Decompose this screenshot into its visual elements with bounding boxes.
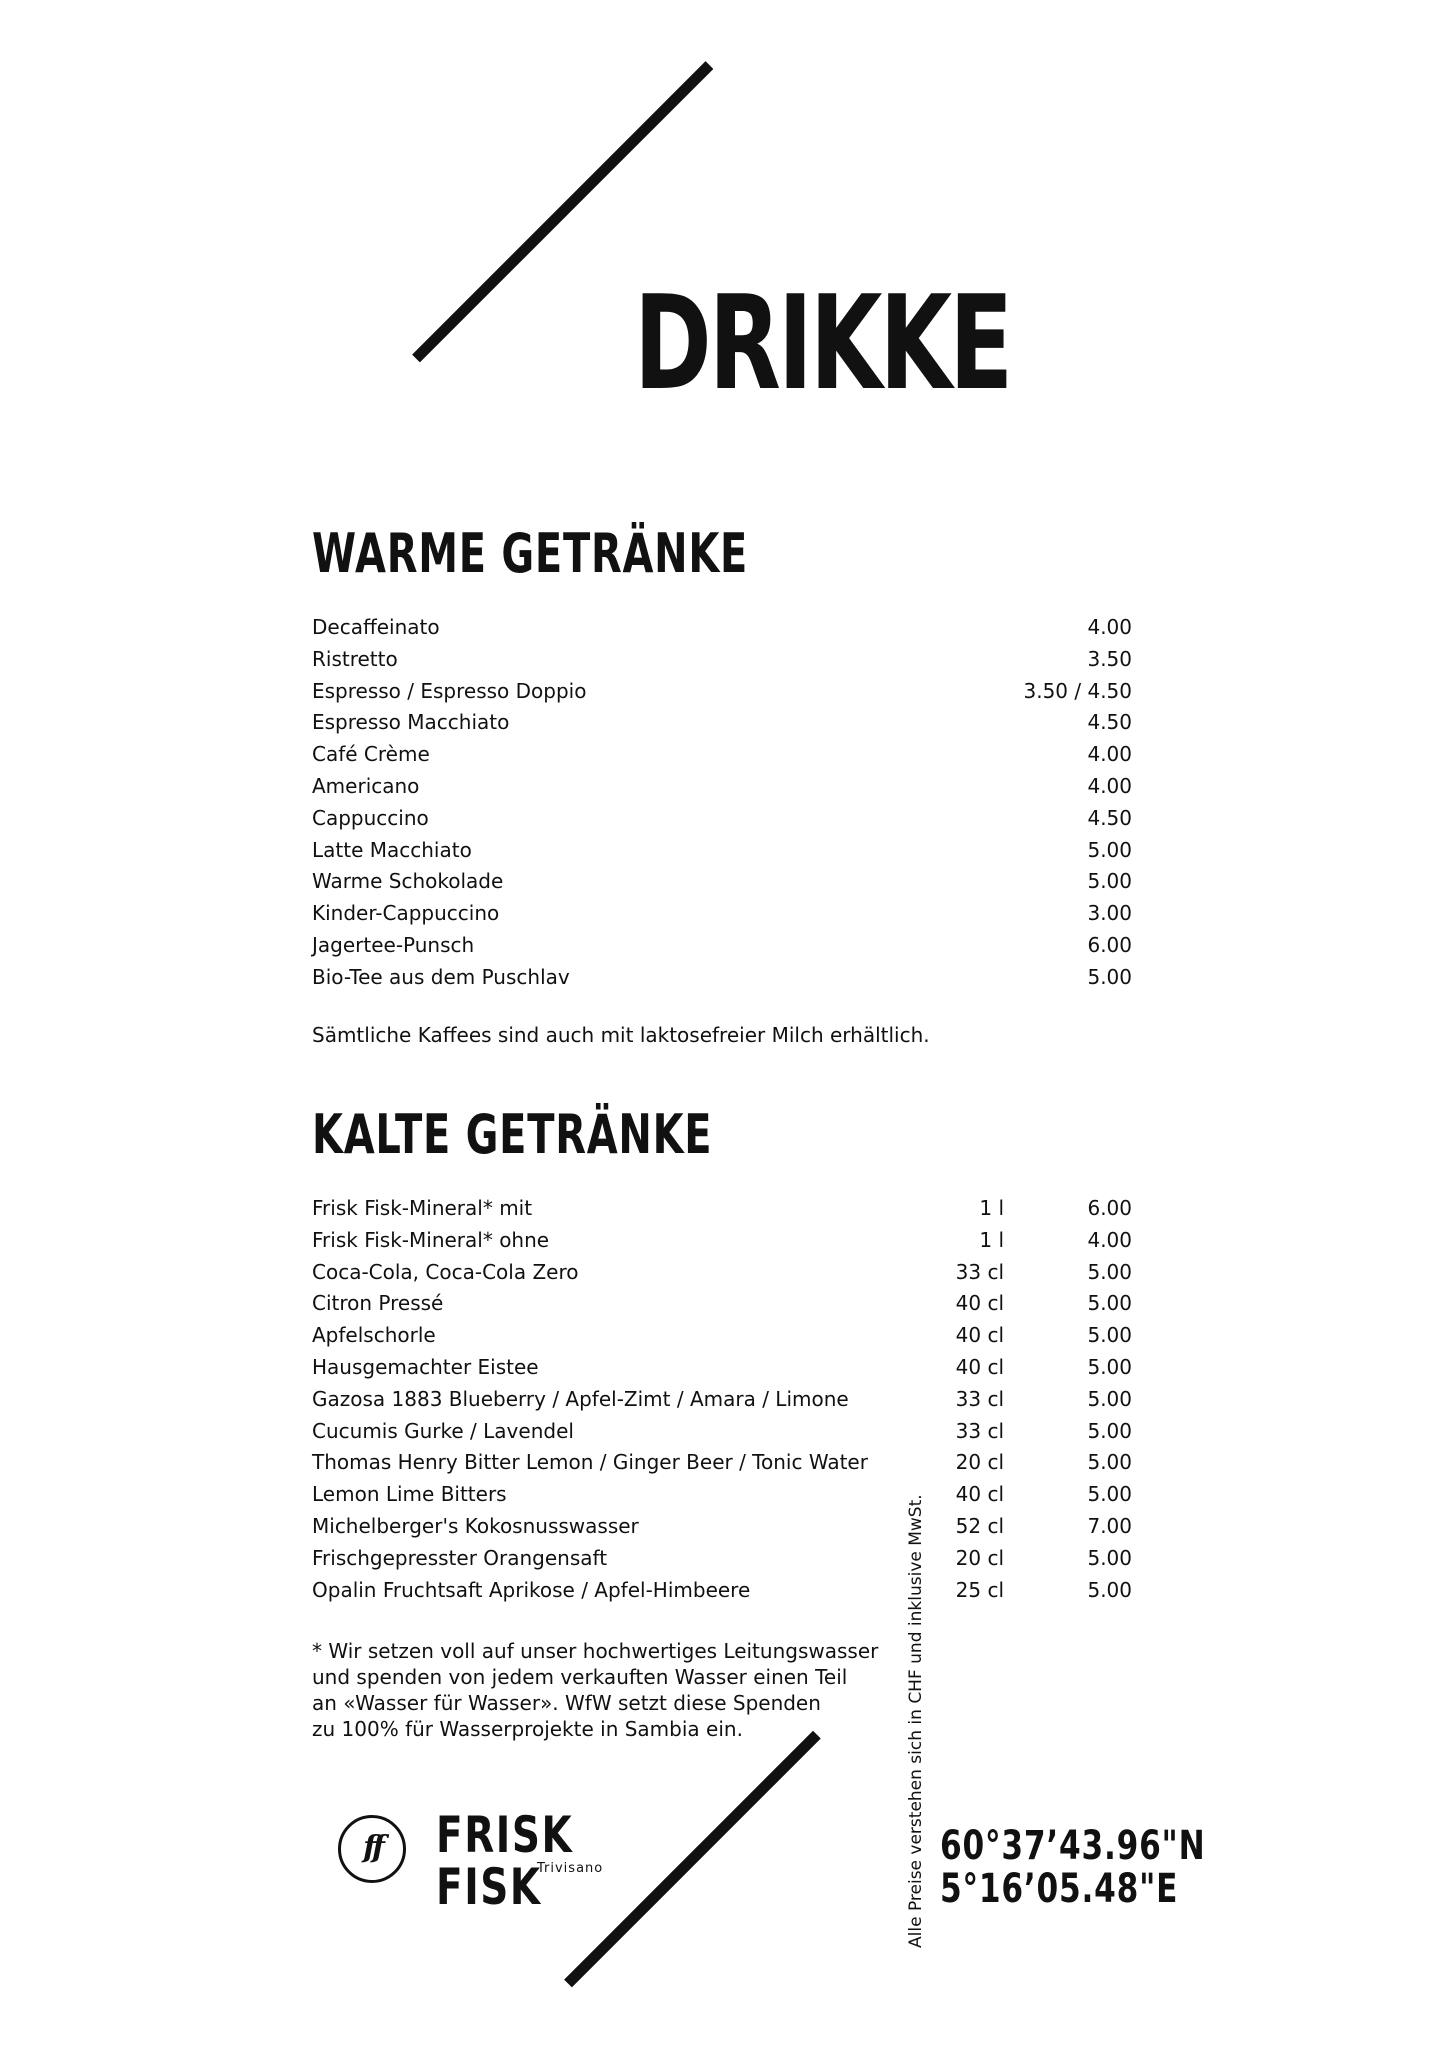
menu-item-price: 7.00 xyxy=(1087,1513,1132,1538)
menu-item-name: Thomas Henry Bitter Lemon / Ginger Beer / Tonic Water xyxy=(312,1450,868,1475)
menu-item-name: Latte Macchiato xyxy=(312,837,472,862)
menu-item xyxy=(312,1320,1132,1352)
menu-item-volume: 40 cl xyxy=(955,1354,1004,1379)
menu-item-volume: 1 l xyxy=(979,1196,1004,1220)
menu-item-volume: 40 cl xyxy=(955,1323,1004,1348)
menu-item xyxy=(312,930,1132,962)
menu-item-price: 6.00 xyxy=(1087,1196,1132,1220)
menu-item-name: Cucumis Gurke / Lavendel xyxy=(312,1418,574,1443)
menu-item xyxy=(312,1479,1132,1511)
menu-item-price: 5.00 xyxy=(1087,1482,1132,1507)
menu-item xyxy=(312,1416,1132,1448)
menu-item-name: Bio-Tee aus dem Puschlav xyxy=(312,964,570,989)
menu-item-price: 4.50 xyxy=(1087,710,1132,735)
menu-item-name: Gazosa 1883 Blueberry / Apfel-Zimt / Amara / Limone xyxy=(312,1386,849,1411)
menu-item-price: 3.50 xyxy=(1087,646,1132,671)
menu-item-price: 5.00 xyxy=(1087,964,1132,989)
menu-item-volume: 20 cl xyxy=(955,1545,1004,1570)
menu-item-price: 5.00 xyxy=(1087,1291,1132,1316)
price-note-vertical: Alle Preise verstehen sich in CHF und inklusive MwSt. xyxy=(906,1494,926,1948)
menu-item xyxy=(312,1352,1132,1384)
menu-item-name: Ristretto xyxy=(312,646,398,671)
coordinates-lon: 5°16’05.48"E xyxy=(940,1866,1179,1912)
menu-item-price: 6.00 xyxy=(1087,932,1132,957)
footnote-line: zu 100% für Wasserprojekte in Sambia ein. xyxy=(312,1717,743,1741)
menu-item-name: Frisk Fisk-Mineral* ohne xyxy=(312,1227,550,1252)
menu-item xyxy=(312,739,1132,771)
menu-item-price: 5.00 xyxy=(1087,1450,1132,1475)
menu-item-volume: 33 cl xyxy=(955,1386,1004,1411)
menu-item-price: 5.00 xyxy=(1087,837,1132,862)
lactose-note: Sämtliche Kaffees sind auch mit laktosefreier Milch erhältlich. xyxy=(312,1023,930,1047)
menu-item-price: 5.00 xyxy=(1087,1386,1132,1411)
menu-item-price: 4.50 xyxy=(1087,805,1132,830)
menu-item-price: 5.00 xyxy=(1087,869,1132,894)
menu-item-price: 3.00 xyxy=(1087,901,1132,926)
menu-item xyxy=(312,898,1132,930)
menu-item-price: 3.50 / 4.50 xyxy=(1023,678,1132,703)
menu-item-volume: 1 l xyxy=(979,1227,1004,1252)
menu-item xyxy=(312,1193,1132,1225)
menu-item-price: 4.00 xyxy=(1087,742,1132,767)
menu-item xyxy=(312,771,1132,803)
menu-item xyxy=(312,1575,1132,1607)
menu-item xyxy=(312,1257,1132,1289)
menu-item-price: 5.00 xyxy=(1087,1259,1132,1284)
menu-item-name: Cappuccino xyxy=(312,805,429,830)
menu-item-price: 5.00 xyxy=(1087,1323,1132,1348)
menu-item-price: 5.00 xyxy=(1087,1577,1132,1602)
menu-item xyxy=(312,644,1132,676)
menu-item xyxy=(312,866,1132,898)
coordinates-lat: 60°37’43.96"N xyxy=(940,1823,1206,1869)
menu-item xyxy=(312,1511,1132,1543)
cold-drinks-list xyxy=(312,1193,1132,1606)
menu-item-name: Citron Pressé xyxy=(312,1291,444,1316)
menu-item-name: Lemon Lime Bitters xyxy=(312,1482,507,1507)
logo-monogram: ff xyxy=(363,1830,381,1865)
menu-item xyxy=(312,1225,1132,1257)
menu-item xyxy=(312,962,1132,994)
brand-location: Trivisano xyxy=(537,1861,604,1876)
menu-item-price: 5.00 xyxy=(1087,1418,1132,1443)
menu-item-name: Decaffeinato xyxy=(312,615,440,639)
page-title: DRIKKE xyxy=(634,267,1011,419)
menu-item-volume: 33 cl xyxy=(955,1259,1004,1284)
menu-item-volume: 33 cl xyxy=(955,1418,1004,1443)
menu-item xyxy=(312,835,1132,867)
menu-item xyxy=(312,803,1132,835)
section-heading-warm: WARME GETRÄNKE xyxy=(312,522,749,585)
menu-item-price: 4.00 xyxy=(1087,773,1132,798)
footnote-line: an «Wasser für Wasser». WfW setzt diese Spenden xyxy=(312,1691,821,1715)
menu-item-name: Espresso / Espresso Doppio xyxy=(312,678,587,703)
menu-item-price: 4.00 xyxy=(1087,615,1132,639)
menu-item-volume: 52 cl xyxy=(955,1513,1004,1538)
menu-item xyxy=(312,1447,1132,1479)
menu-item-name: Café Crème xyxy=(312,742,430,767)
menu-item-name: Warme Schokolade xyxy=(312,869,504,894)
warm-drinks-list xyxy=(312,612,1132,994)
menu-item xyxy=(312,1288,1132,1320)
menu-item-name: Americano xyxy=(312,773,420,798)
menu-item-name: Hausgemachter Eistee xyxy=(312,1354,539,1379)
brand-name-line1: FRISK xyxy=(436,1806,574,1864)
menu-item xyxy=(312,707,1132,739)
menu-item-name: Kinder-Cappuccino xyxy=(312,901,500,926)
menu-item xyxy=(312,1384,1132,1416)
menu-item-volume: 25 cl xyxy=(955,1577,1004,1602)
menu-item-volume: 20 cl xyxy=(955,1450,1004,1475)
menu-item-name: Espresso Macchiato xyxy=(312,710,510,735)
menu-item-name: Frischgepresster Orangensaft xyxy=(312,1545,608,1570)
menu-item-volume: 40 cl xyxy=(955,1482,1004,1507)
brand-name-line2: FISK xyxy=(436,1858,542,1916)
menu-item-name: Opalin Fruchtsaft Aprikose / Apfel-Himbeere xyxy=(312,1577,751,1602)
menu-item xyxy=(312,676,1132,708)
menu-item-volume: 40 cl xyxy=(955,1291,1004,1316)
diagonal-stroke-bottom xyxy=(564,1731,821,1988)
menu-item-name: Michelberger's Kokosnusswasser xyxy=(312,1513,639,1538)
menu-item-name: Jagertee-Punsch xyxy=(312,932,475,957)
footnote-line: * Wir setzen voll auf unser hochwertiges Leitungswasser xyxy=(312,1639,879,1663)
brand-logo-mark xyxy=(338,1815,406,1883)
menu-item-name: Coca-Cola, Coca-Cola Zero xyxy=(312,1259,579,1284)
menu-item-name: Apfelschorle xyxy=(312,1323,436,1348)
footnote-line: und spenden von jedem verkauften Wasser einen Teil xyxy=(312,1665,848,1689)
menu-item xyxy=(312,612,1132,644)
menu-item-price: 5.00 xyxy=(1087,1354,1132,1379)
menu-item-price: 4.00 xyxy=(1087,1227,1132,1252)
menu-item-price: 5.00 xyxy=(1087,1545,1132,1570)
menu-item xyxy=(312,1543,1132,1575)
section-heading-cold: KALTE GETRÄNKE xyxy=(312,1103,713,1166)
menu-item-name: Frisk Fisk-Mineral* mit xyxy=(312,1196,533,1220)
